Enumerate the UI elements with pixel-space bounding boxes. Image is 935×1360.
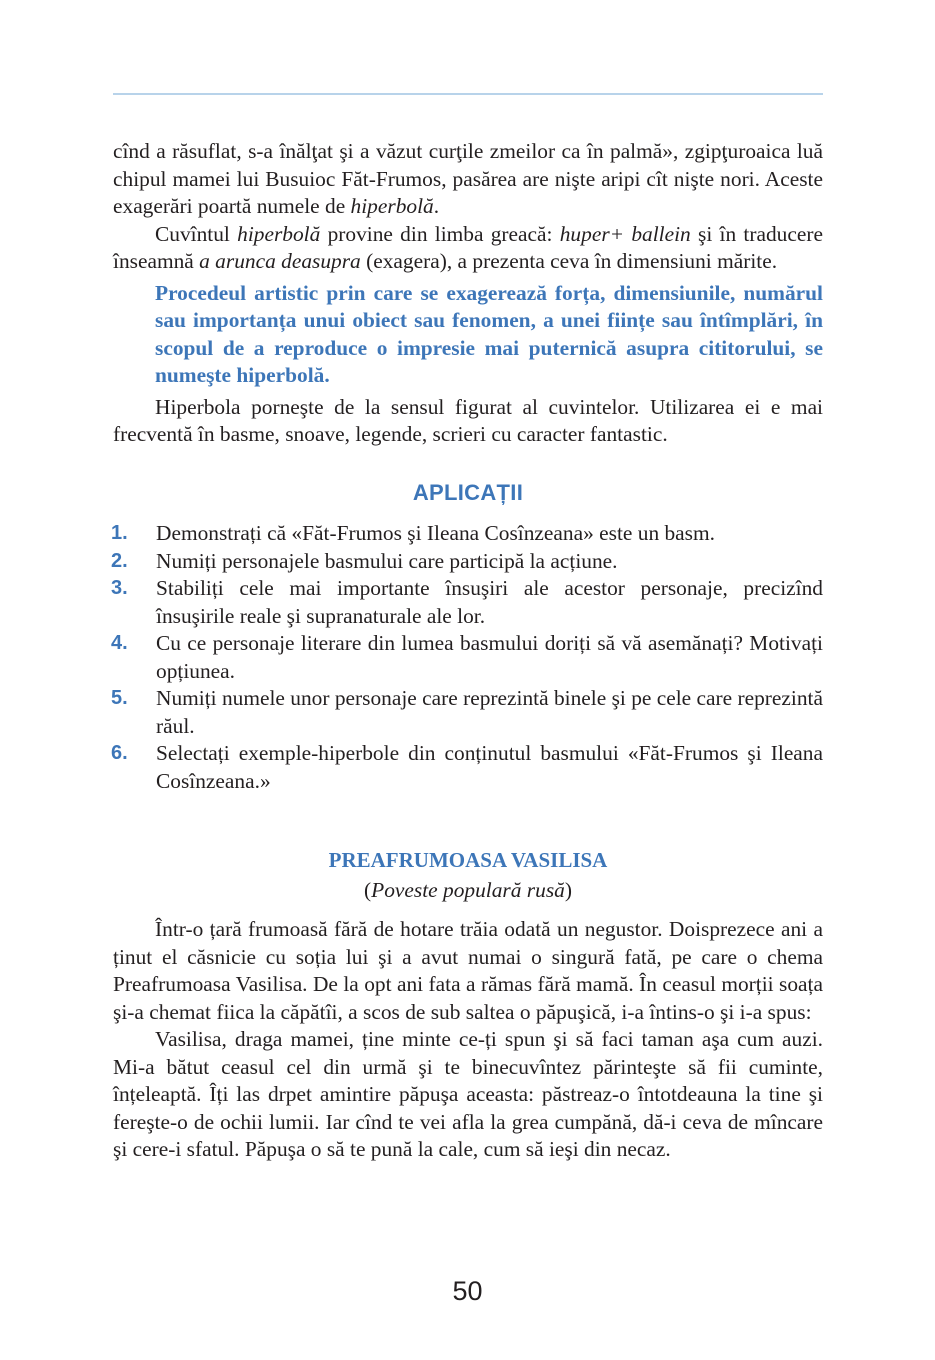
application-item bbox=[71, 520, 823, 548]
hyperbole-definition: Procedeul artistic prin care se exagerează forța, dimensiunile, numărul sau importanța unui obiect sau fenomen, a unei ființe sau întîmplări, în scopul de a reproduce o impresie mai puternică asupra cititorului, se numeşte hiperbolă. bbox=[155, 280, 823, 387]
intro-paragraph-2: Cuvîntul hiperbolă provine din limba greacă: huper+ ballein şi în traducere înseamnă a arunca deasupra (exagera), a prezenta ceva în dimensiuni mărite. bbox=[113, 221, 823, 273]
application-item bbox=[71, 740, 823, 795]
intro-paragraph-3: Hiperbola porneşte de la sensul figurat al cuvintelor. Utilizarea ei e mai frecventă în basme, snoave, legende, scrieri cu caracter fantastic. bbox=[113, 394, 823, 446]
application-item-text: Numiți personajele basmului care participă la acțiune. bbox=[156, 548, 618, 573]
application-item-number: 2. bbox=[111, 549, 128, 572]
application-item bbox=[71, 575, 823, 630]
application-item-number: 5. bbox=[111, 687, 128, 709]
page-number: 50 bbox=[452, 1276, 483, 1306]
application-item-text: Demonstrați că «Făt-Frumos şi Ileana Cosînzeana» este un basm. bbox=[156, 521, 715, 545]
intro-paragraph-1: cînd a răsuflat, s-a înălţat şi a văzut curţile zmeilor ca în palmă», zgipţuroaica luă chipul mamei lui Busuioc Făt-Frumos, pasărea are nişte aripi cît nişte nori. Aceste exagerări poartă numele de hiperbolă. bbox=[113, 139, 823, 218]
application-item-number: 1. bbox=[111, 522, 128, 544]
application-item-text: Numiți numele unor personaje care reprezintă binele şi pe cele care reprezintă răul. bbox=[156, 686, 823, 738]
applications-title: APLICAȚII bbox=[412, 479, 524, 505]
page-content bbox=[113, 138, 823, 1164]
application-item-text: Stabiliți cele mai importante însuşiri ale acestor personaje, precizînd însuşirile reale şi supranaturale ale lor. bbox=[156, 576, 823, 628]
applications-list bbox=[113, 520, 823, 795]
application-item-number: 4. bbox=[111, 632, 128, 654]
story-paragraph-2: Vasilisa, draga mamei, ține minte ce-ți spun şi să faci taman aşa cum auzi. Mi-a bătut ceasul cel din urmă şi te binecuvîntez părinteşte să fii cuminte, înțeleaptă. Îți las drpet amintire păpuşa aceasta: păstreaz-o întotdeauna la tine şi fereşte-o de ochii lumii. Iar cînd te vei afla la grea cumpănă, dă-i ceva de mîncare şi cere-i sfatul. Păpuşa o să te pună la cale, cum să ieşi din necaz. bbox=[113, 1027, 823, 1161]
story-title: PREAFRUMOASA VASILISA bbox=[328, 848, 608, 872]
top-divider bbox=[113, 93, 823, 95]
application-item-number: 3. bbox=[111, 577, 128, 599]
story-paragraph-1: Într-o țară frumoasă fără de hotare trăia odată un negustor. Doisprezece ani a ținut el căsnicie cu soția lui şi a avut numai o singură fată, pe care o chema Preafrumoasa Vasilisa. De la opt ani fata a rămas fără mamă. În ceasul morții soața şi-a chemat fiica la căpătîi, a scos de sub saltea o păpuşică, i-a întins-o şi i-a spus: bbox=[113, 917, 823, 1024]
application-item bbox=[71, 548, 823, 576]
application-item bbox=[71, 685, 823, 740]
application-item bbox=[71, 630, 823, 685]
application-item-text: Cu ce personaje literare din lumea basmului doriți să vă asemănați? Motivați opțiunea. bbox=[156, 631, 823, 683]
application-item-number: 6. bbox=[111, 742, 128, 764]
story-subtitle: (Poveste populară rusă) bbox=[364, 877, 572, 902]
application-item-text: Selectați exemple-hiperbole din conținutul basmului «Făt-Frumos şi Ileana Cosînzeana.» bbox=[156, 741, 823, 793]
